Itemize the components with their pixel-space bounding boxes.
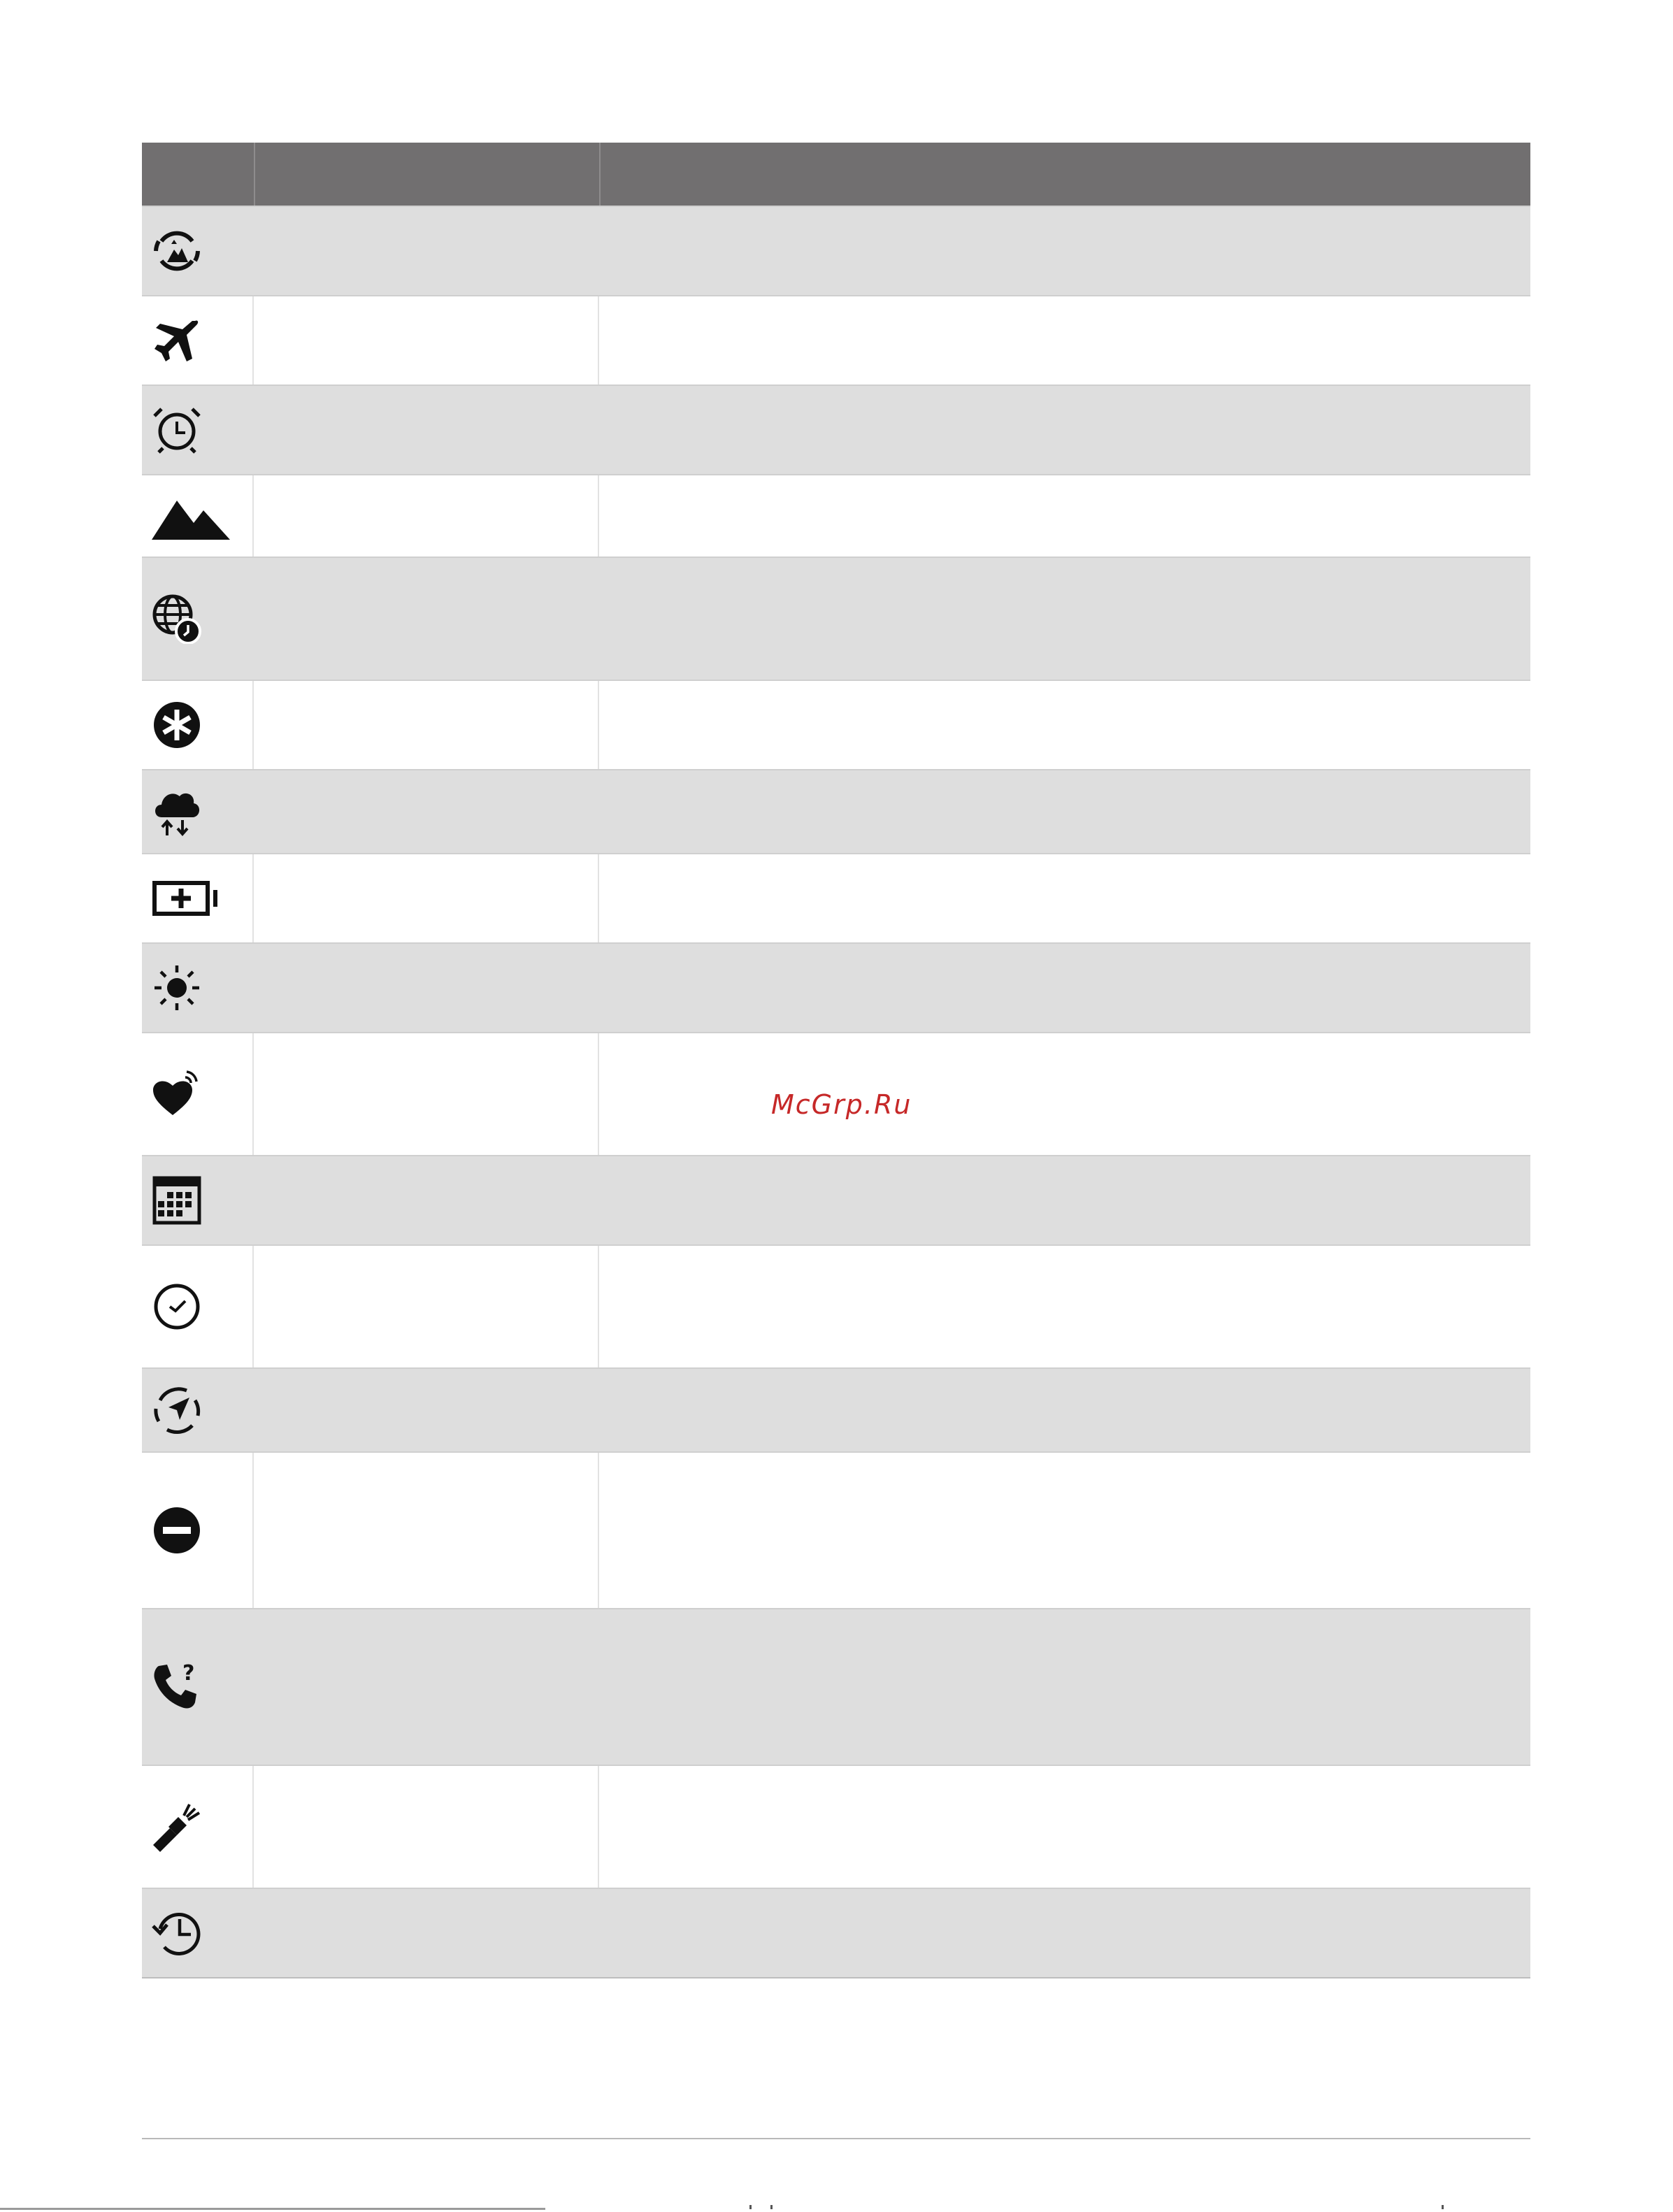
table-row: [142, 680, 1530, 769]
icon-cell: [142, 1609, 254, 1765]
description-cell: [599, 1246, 1530, 1367]
airplane-icon: [152, 315, 202, 366]
altitude-acclimation-icon: [152, 226, 202, 276]
icon-cell: [142, 1453, 254, 1608]
description-cell: [598, 1609, 1530, 1765]
asterisk-circle-icon: [152, 700, 202, 750]
description-cell: [599, 296, 1530, 385]
name-cell: [254, 1369, 598, 1451]
table-row: [142, 1367, 1530, 1451]
footer-divider: [142, 2138, 1530, 2139]
do-not-disturb-icon: [152, 1505, 202, 1556]
mountains-icon: [152, 491, 230, 541]
icon-cell: [142, 296, 254, 385]
header-cell-icon: [142, 143, 255, 206]
description-cell: [598, 944, 1530, 1032]
table-row: [142, 206, 1530, 295]
icon-cell: [142, 681, 254, 769]
name-cell: [254, 386, 598, 474]
description-cell: [598, 1889, 1530, 1977]
icon-cell: [142, 770, 254, 853]
flashlight-icon: [152, 1802, 202, 1852]
name-cell: [254, 1453, 599, 1608]
name-cell: [254, 1156, 598, 1244]
name-cell: [254, 296, 599, 385]
icon-cell: [142, 944, 254, 1032]
name-cell: [254, 1766, 599, 1888]
icon-cell: [142, 207, 254, 295]
page-bottom-line: [0, 2208, 545, 2210]
table-row: [142, 1888, 1530, 1977]
description-cell: [598, 386, 1530, 474]
globe-clock-icon: [152, 594, 202, 644]
find-phone-icon: [152, 1662, 202, 1712]
table-row: [142, 769, 1530, 853]
brightness-icon: [152, 963, 202, 1013]
table-row: [142, 1765, 1530, 1888]
description-cell: [599, 475, 1530, 556]
icon-cell: [142, 1156, 254, 1244]
svg-text:?: ?: [182, 1662, 195, 1686]
name-cell: [254, 558, 598, 680]
crop-mark: [749, 2205, 752, 2209]
name-cell: [254, 854, 599, 942]
cloud-sync-icon: [152, 787, 202, 837]
history-icon: [152, 1908, 202, 1958]
icon-cell: [142, 1033, 254, 1155]
icon-cell: [142, 558, 254, 680]
name-cell: [254, 1033, 599, 1155]
description-cell: [598, 558, 1530, 680]
table-row: [142, 295, 1530, 385]
name-cell: [254, 1246, 599, 1367]
header-cell-description: [601, 143, 1530, 206]
name-cell: [254, 944, 598, 1032]
description-cell: [598, 207, 1530, 295]
name-cell: [254, 475, 599, 556]
crop-mark: [770, 2205, 773, 2209]
table-row: [142, 1608, 1530, 1765]
table-row: [142, 853, 1530, 942]
description-cell: [599, 681, 1530, 769]
description-cell: [599, 1033, 1530, 1155]
table-row: [142, 474, 1530, 556]
table-row: [142, 556, 1530, 680]
calendar-icon: [152, 1175, 202, 1226]
watermark: McGrp.Ru: [771, 1089, 912, 1120]
table-row: [142, 385, 1530, 474]
name-cell: [254, 1889, 598, 1977]
battery-saver-icon: [152, 873, 230, 924]
broadcast-heart-rate-icon: [152, 1069, 202, 1119]
description-cell: [598, 770, 1530, 853]
icon-cell: [142, 386, 254, 474]
icon-cell: [142, 475, 254, 556]
name-cell: [254, 207, 598, 295]
description-cell: [599, 1453, 1530, 1608]
description-cell: [598, 1156, 1530, 1244]
table-row: [142, 1244, 1530, 1367]
header-cell-name: [255, 143, 601, 206]
icon-cell: [142, 854, 254, 942]
alarm-clock-icon: [152, 405, 202, 455]
icon-cell: [142, 1246, 254, 1367]
icon-cell: [142, 1889, 254, 1977]
description-cell: [598, 1369, 1530, 1451]
crop-mark: [1442, 2205, 1444, 2209]
table-row: [142, 1155, 1530, 1244]
name-cell: [254, 770, 598, 853]
table-row: [142, 1451, 1530, 1608]
clock-icon: [152, 1281, 202, 1332]
compass-icon: [152, 1385, 202, 1435]
table-header: [142, 143, 1530, 206]
icon-cell: [142, 1369, 254, 1451]
controls-table: [142, 143, 1530, 1978]
name-cell: [254, 681, 599, 769]
description-cell: [599, 1766, 1530, 1888]
name-cell: [254, 1609, 598, 1765]
icon-cell: [142, 1766, 254, 1888]
description-cell: [599, 854, 1530, 942]
table-row: [142, 942, 1530, 1032]
